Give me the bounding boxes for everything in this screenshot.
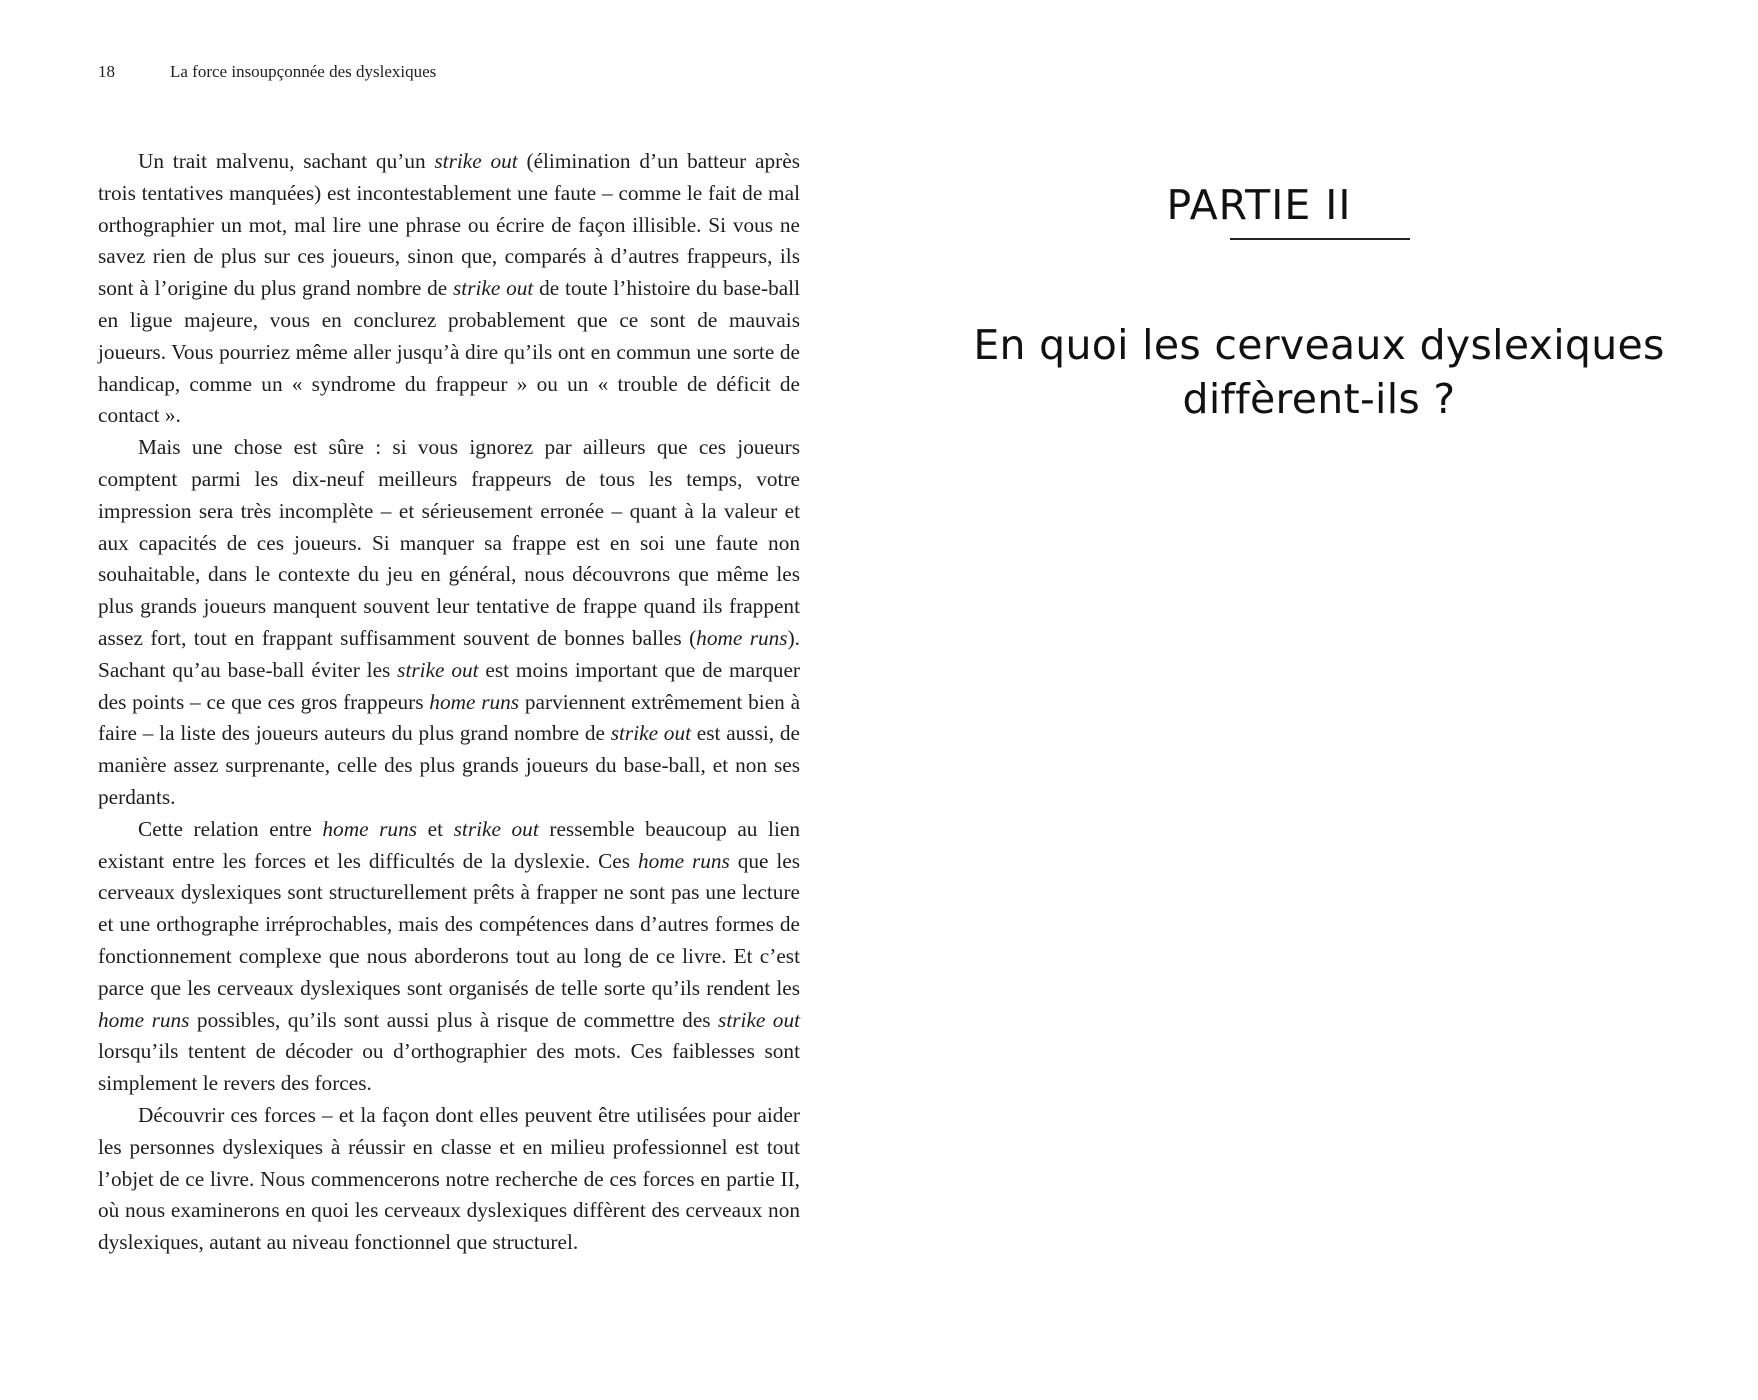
part-label: PARTIE II [1166, 181, 1352, 229]
italic-term: strike out [434, 149, 518, 173]
body-paragraph [98, 1100, 800, 1259]
italic-term: home runs [429, 689, 520, 714]
body-paragraph [98, 146, 800, 432]
italic-term: home runs [637, 848, 730, 873]
italic-term: home runs [98, 1007, 190, 1032]
running-head [98, 62, 436, 82]
right-page [879, 0, 1758, 1400]
text-run: de toute l’histoire du base-ball en ligue majeure, vous en conclurez probablement que ce sont de mauvais joueurs. Vous pourriez même aller jusqu’à dire qu’ils ont en commun une sorte de handicap, comme un « syndrome du frappeur » ou un « trouble de déficit de contact ». [98, 276, 801, 428]
text-run: et [417, 816, 454, 841]
text-run: ). Sachant qu’au base-ball éviter les [98, 625, 800, 682]
text-run: est aussi, de manière assez surprenante, celle des plus grands joueurs du base-ball, et non ses perdants. [98, 721, 800, 809]
text-run: (élimination d’un batteur après trois tentatives manquées) est incontestablement une faute – comme le fait de mal orthographier un mot, mal lire une phrase ou écrire de façon illisible. Si vous ne savez rien de plus sur ces joueurs, sinon que, comparés à d’autres frappeurs, ils sont à l’origine du plus grand nombre de [98, 149, 800, 301]
text-run: parviennent extrêmement bien à faire – la liste des joueurs auteurs du plus grand nombre de [98, 689, 801, 746]
body-paragraph [98, 814, 800, 1100]
italic-term: strike out [610, 721, 692, 746]
page-number: 18 [98, 62, 115, 81]
italic-term: home runs [696, 625, 788, 650]
text-run: Cette relation entre [138, 816, 323, 841]
text-run: est moins important que de marquer des points – ce que ces gros frappeurs [98, 657, 800, 714]
part-title-line: En quoi les cerveaux dyslexiques [973, 321, 1665, 369]
part-title-line: diffèrent-ils ? [1182, 375, 1456, 423]
running-title: La force insoupçonnée des dyslexiques [170, 62, 437, 81]
part-title [879, 318, 1758, 426]
body-paragraph [98, 432, 800, 814]
text-run: Un trait malvenu, sachant qu’un [138, 149, 435, 173]
text-run: que les cerveaux dyslexiques sont structurellement prêts à frapper ne sont pas une lecture et une orthographe irréprochables, mais des compétences dans d’autres formes de fonctionnement complexe que nous aborderons tout au long de ce livre. Et c’est parce que les cerveaux dyslexiques sont organisés de telle sorte qu’ils rendent les [98, 848, 801, 1000]
italic-term: strike out [397, 657, 479, 682]
italic-term: strike out [453, 276, 534, 301]
text-run: ressemble beaucoup au lien existant entre les forces et les difficultés de la dyslexie. Ces [98, 816, 800, 873]
text-run: possibles, qu’ils sont aussi plus à risque de commettre des [189, 1007, 719, 1032]
italic-term: strike out [453, 816, 539, 841]
part-divider-rule [1230, 238, 1410, 240]
text-run: lorsqu’ils tentent de décoder ou d’orthographier des mots. Ces faiblesses sont simplement le revers des forces. [98, 1039, 800, 1096]
body-text [98, 146, 800, 1259]
italic-term: home runs [322, 816, 418, 841]
text-run: Mais une chose est sûre : si vous ignorez par ailleurs que ces joueurs comptent parmi les dix-neuf meilleurs frappeurs de tous les temps, votre impression sera très incomplète – et sérieusement erronée – quant à la valeur et aux capacités de ces joueurs. Si manquer sa frappe est en soi une faute non souhaitable, dans le contexte du jeu en général, nous découvrons que même les plus grands joueurs manquent souvent leur tentative de frappe quand ils frappent assez fort, tout en frappant suffisamment souvent de bonnes balles ( [98, 435, 800, 650]
italic-term: strike out [718, 1007, 801, 1032]
text-run: Découvrir ces forces – et la façon dont elles peuvent être utilisées pour aider les personnes dyslexiques à réussir en classe et en milieu professionnel est tout l’objet de ce livre. Nous commencerons notre recherche de ces forces en partie II, où nous examinerons en quoi les cerveaux dyslexiques diffèrent des cerveaux non dyslexiques, autant au niveau fonctionnel que structurel. [98, 1102, 800, 1255]
